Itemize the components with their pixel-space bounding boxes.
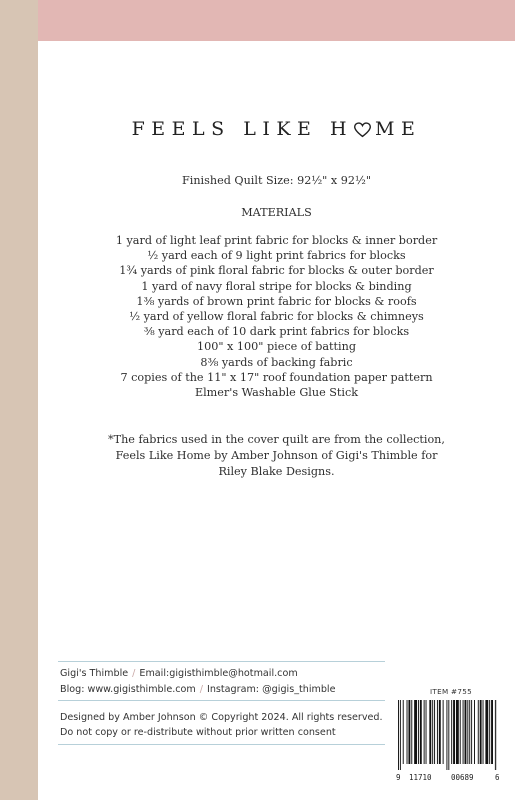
barcode-bar bbox=[469, 700, 470, 764]
separator: / bbox=[199, 684, 203, 695]
barcode-bar bbox=[429, 700, 431, 764]
barcode-group-2: 00689 bbox=[451, 773, 474, 782]
footer-divider-bottom bbox=[58, 744, 385, 745]
barcode-bar bbox=[463, 700, 464, 764]
barcode-bar bbox=[467, 700, 468, 764]
list-item: 7 copies of the 11" x 17" roof foundation paper pattern bbox=[120, 370, 433, 384]
barcode-bar bbox=[446, 700, 447, 770]
footer-divider-middle bbox=[58, 700, 385, 701]
heart-icon bbox=[354, 121, 371, 143]
list-item: ⅜ yard each of 10 dark print fabrics for blocks bbox=[143, 325, 410, 339]
copyright-line: Designed by Amber Johnson © Copyright 2024. All rights reserved. bbox=[60, 712, 383, 723]
note-line: Feels Like Home by Amber Johnson of Gigi's Thimble for bbox=[115, 449, 438, 462]
left-color-band bbox=[0, 0, 38, 800]
list-item: ½ yard of yellow floral fabric for blocks & chimneys bbox=[129, 310, 424, 324]
barcode-digit-last: 6 bbox=[495, 773, 500, 782]
barcode-bar bbox=[485, 700, 488, 764]
barcode-bar bbox=[414, 700, 417, 764]
finished-size: Finished Quilt Size: 92½" x 92½" bbox=[182, 174, 371, 187]
title-word-feels: FEELS bbox=[131, 118, 231, 140]
instagram-link[interactable]: Instagram: @gigis_thimble bbox=[207, 684, 336, 695]
barcode-bar bbox=[418, 700, 419, 764]
notice-line: Do not copy or re-distribute without prior written consent bbox=[60, 727, 336, 738]
list-item: 1 yard of navy floral stripe for blocks & binding bbox=[141, 279, 412, 293]
list-item: Elmer's Washable Glue Stick bbox=[194, 386, 359, 400]
barcode-bar bbox=[420, 700, 422, 764]
barcode-bar bbox=[398, 700, 399, 770]
footer-divider-top bbox=[58, 661, 385, 662]
barcode-digit-first: 9 bbox=[396, 773, 401, 782]
barcode-bar bbox=[400, 700, 401, 770]
title-word-home-end: ME bbox=[375, 118, 422, 140]
barcode-bar bbox=[491, 700, 493, 764]
barcode-bar bbox=[443, 700, 444, 764]
barcode-bar bbox=[474, 700, 475, 764]
barcode-bar bbox=[407, 700, 408, 764]
barcode-icon bbox=[398, 700, 497, 770]
barcode-bar bbox=[478, 700, 479, 764]
barcode-bar bbox=[495, 700, 496, 770]
top-color-band bbox=[38, 0, 515, 41]
barcode-bar bbox=[465, 700, 467, 764]
barcode-bar bbox=[408, 700, 410, 764]
barcode-bar bbox=[471, 700, 472, 764]
barcode-bar bbox=[448, 700, 449, 770]
barcode-bar bbox=[426, 700, 427, 764]
footer-web-line bbox=[60, 683, 336, 696]
fabric-note bbox=[38, 432, 515, 480]
title-word-like: LIKE bbox=[243, 118, 318, 140]
title-word-home-start: H bbox=[329, 118, 354, 140]
list-item: 8⅜ yards of backing fabric bbox=[200, 355, 353, 369]
footer-contact-line bbox=[60, 667, 298, 680]
list-item: 100" x 100" piece of batting bbox=[197, 340, 356, 354]
list-item: 1⅜ yards of brown print fabric for blocks & roofs bbox=[136, 294, 417, 308]
barcode-bar bbox=[451, 700, 452, 764]
separator: / bbox=[132, 668, 136, 679]
barcode-bar bbox=[460, 700, 461, 764]
note-line: *The fabrics used in the cover quilt are from the collection, bbox=[108, 433, 445, 446]
note-line: Riley Blake Designs. bbox=[218, 465, 335, 478]
barcode-bar bbox=[424, 700, 425, 764]
item-number: ITEM #755 bbox=[430, 687, 472, 696]
barcode-bar bbox=[439, 700, 441, 764]
barcode-bar bbox=[432, 700, 433, 764]
barcode-bar bbox=[437, 700, 438, 764]
blog-link[interactable]: Blog: www.gigisthimble.com bbox=[60, 684, 196, 695]
barcode-bar bbox=[483, 700, 484, 764]
barcode-group-1: 11710 bbox=[409, 773, 432, 782]
barcode-bar bbox=[456, 700, 459, 764]
materials-list bbox=[38, 233, 515, 400]
barcode-bar bbox=[480, 700, 482, 764]
email-link[interactable]: Email:gigisthimble@hotmail.com bbox=[139, 668, 298, 679]
barcode-bar bbox=[489, 700, 490, 764]
list-item: ½ yard each of 9 light print fabrics for blocks bbox=[147, 249, 406, 263]
materials-heading: MATERIALS bbox=[241, 206, 312, 219]
barcode-bar bbox=[434, 700, 435, 764]
barcode-bar bbox=[403, 700, 404, 764]
page-title bbox=[38, 118, 515, 143]
barcode-bar bbox=[453, 700, 455, 764]
company-name: Gigi's Thimble bbox=[60, 668, 129, 679]
list-item: 1 yard of light leaf print fabric for blocks & inner border bbox=[115, 234, 438, 247]
list-item: 1¾ yards of pink floral fabric for blocks & outer border bbox=[119, 264, 434, 278]
barcode-bar bbox=[411, 700, 412, 764]
